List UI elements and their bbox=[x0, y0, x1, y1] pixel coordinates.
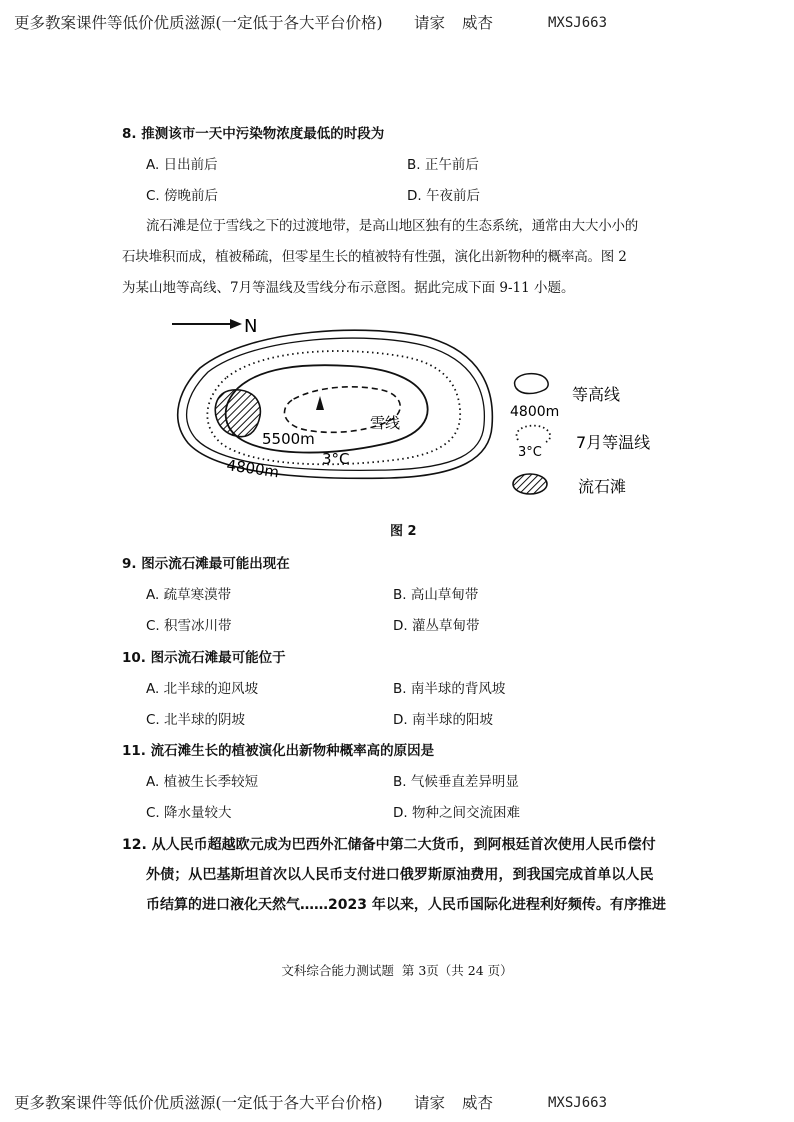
legend bbox=[510, 374, 650, 496]
q9-option-b: B. 高山草甸带 bbox=[393, 587, 479, 603]
legend-contour-label: 等高线 bbox=[572, 385, 621, 404]
q12-line-3: 币结算的进口液化天然气……2023 年以来，人民币国际化进程利好频传。有序推进 bbox=[146, 897, 666, 913]
banner-contact-2: 威杏 bbox=[462, 1094, 494, 1112]
passage-line-2: 石块堆积而成，植被稀疏，但零星生长的植被特有性强，演化出新物种的概率高。图 2 bbox=[122, 249, 627, 265]
label-5500m: 5500m bbox=[262, 430, 315, 448]
banner-code: MXSJ663 bbox=[548, 1095, 608, 1111]
q11-option-b: B. 气候垂直差异明显 bbox=[393, 774, 519, 790]
q11-option-a: A. 植被生长季较短 bbox=[146, 774, 259, 790]
banner-text: 更多教案课件等低价优质滋源(一定低于各大平台价格) bbox=[14, 1094, 383, 1112]
q9-stem: 9. 图示流石滩最可能出现在 bbox=[122, 556, 290, 572]
label-3c: 3°C bbox=[322, 450, 350, 468]
q12-line-1: 12. 从人民币超越欧元成为巴西外汇储备中第二大货币，到阿根廷首次使用人民币偿付 bbox=[122, 837, 656, 853]
legend-contour-symbol bbox=[515, 374, 549, 394]
q10-option-d: D. 南半球的阳坡 bbox=[393, 712, 493, 728]
top-banner bbox=[0, 6, 794, 40]
q12-line-2: 外债；从巴基斯坦首次以人民币支付进口俄罗斯原油费用，到我国完成首单以人民 bbox=[146, 867, 654, 883]
scree-area bbox=[215, 390, 260, 437]
north-label: N bbox=[244, 316, 258, 337]
figure-caption: 图 2 bbox=[390, 524, 417, 539]
footer-title: 文科综合能力测试题 bbox=[281, 963, 394, 978]
q11-option-c: C. 降水量较大 bbox=[146, 805, 232, 821]
q10-stem: 10. 图示流石滩最可能位于 bbox=[122, 650, 286, 666]
page-footer bbox=[0, 961, 794, 979]
q10-option-a: A. 北半球的迎风坡 bbox=[146, 681, 259, 697]
legend-contour-value: 4800m bbox=[510, 404, 560, 420]
q9-option-d: D. 灌丛草甸带 bbox=[393, 618, 480, 634]
legend-scree-label: 流石滩 bbox=[578, 477, 627, 496]
q11-stem: 11. 流石滩生长的植被演化出新物种概率高的原因是 bbox=[122, 743, 435, 759]
banner-contact-1: 请家 bbox=[414, 1094, 446, 1112]
q8-option-d: D. 午夜前后 bbox=[407, 188, 480, 204]
legend-isotherm-symbol bbox=[517, 426, 551, 442]
summit-icon bbox=[316, 396, 324, 410]
q10-option-b: B. 南半球的背风坡 bbox=[393, 681, 506, 697]
legend-scree-symbol bbox=[513, 474, 547, 494]
banner-contact-1: 请家 bbox=[414, 14, 446, 32]
q9-option-a: A. 疏草寒漠带 bbox=[146, 587, 232, 603]
banner-code: MXSJ663 bbox=[548, 15, 608, 31]
q10-option-c: C. 北半球的阴坡 bbox=[146, 712, 246, 728]
q11-option-d: D. 物种之间交流困难 bbox=[393, 805, 520, 821]
snowline-label: 雪线 bbox=[370, 414, 401, 432]
legend-isotherm-value: 3°C bbox=[518, 445, 542, 460]
q9-option-c: C. 积雪冰川带 bbox=[146, 618, 232, 634]
passage-line-3: 为某山地等高线、7月等温线及雪线分布示意图。据此完成下面 9-11 小题。 bbox=[122, 280, 575, 296]
label-4800m: 4800m bbox=[225, 456, 281, 482]
q8-option-a: A. 日出前后 bbox=[146, 157, 218, 173]
footer-page-number: 第 3页（共 24 页） bbox=[401, 963, 513, 978]
banner-contact-2: 威杏 bbox=[462, 14, 494, 32]
legend-isotherm-label: 7月等温线 bbox=[576, 433, 651, 452]
q8-option-c: C. 傍晚前后 bbox=[146, 188, 219, 204]
bottom-banner bbox=[0, 1086, 794, 1120]
passage-line-1: 流石滩是位于雪线之下的过渡地带，是高山地区独有的生态系统，通常由大大小小的 bbox=[146, 218, 639, 234]
banner-text: 更多教案课件等低价优质滋源(一定低于各大平台价格) bbox=[14, 14, 383, 32]
north-arrow bbox=[172, 319, 242, 329]
q8-stem: 8. 推测该市一天中污染物浓度最低的时段为 bbox=[122, 126, 385, 142]
q8-option-b: B. 正午前后 bbox=[407, 157, 479, 173]
contour-map-figure bbox=[160, 308, 680, 508]
